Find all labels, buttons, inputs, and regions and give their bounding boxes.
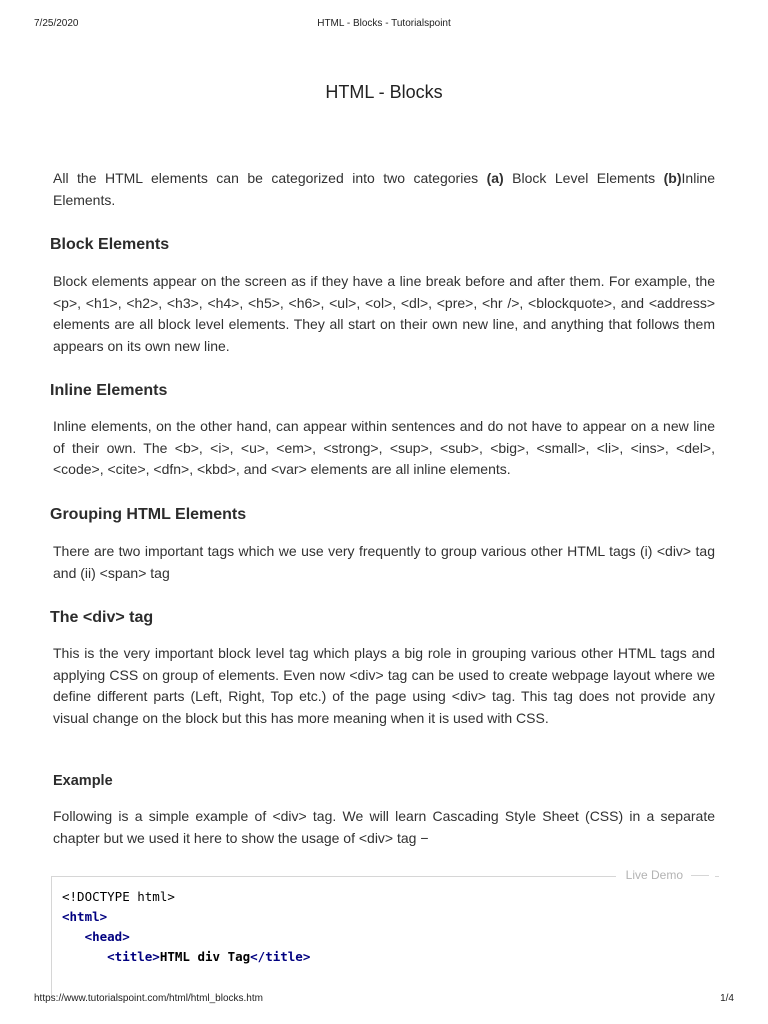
- print-footer-url: https://www.tutorialspoint.com/html/html_blocks.htm: [34, 993, 263, 1004]
- code-title-close-tag: </title>: [250, 949, 311, 964]
- print-page-number: 1/4: [720, 993, 734, 1004]
- print-footer: [0, 993, 768, 1007]
- grouping-paragraph: There are two important tags which we use very frequently to group various other HTML tags (i) <div> tag and (ii) <span> tag: [53, 543, 715, 581]
- heading-block-elements: Block Elements: [50, 236, 170, 253]
- code-indent: [62, 949, 107, 964]
- intro-text-1: All the HTML elements can be categorized into two categories: [53, 170, 487, 186]
- live-demo-link[interactable]: Live Demo: [616, 868, 715, 882]
- heading-grouping: Grouping HTML Elements: [50, 506, 247, 523]
- heading-inline-elements: Inline Elements: [50, 382, 168, 399]
- div-tag-section: [53, 643, 715, 729]
- code-line-doctype: <!DOCTYPE html>: [62, 889, 175, 904]
- inline-elements-section: [53, 416, 715, 481]
- code-line-title: [62, 947, 719, 967]
- heading-example: Example: [53, 773, 113, 789]
- example-paragraph: Following is a simple example of <div> tag. We will learn Cascading Style Sheet (CSS) in a separate chapter but we used it here to show the usage of <div> tag −: [53, 808, 715, 846]
- intro-label-a: (a): [486, 170, 504, 186]
- code-line-head: [62, 927, 719, 947]
- intro-paragraph: [53, 168, 715, 211]
- print-date: 7/25/2020: [34, 18, 79, 29]
- block-elements-section: [53, 271, 715, 357]
- intro-text-2: Block Level Elements: [503, 170, 664, 186]
- code-block: [52, 877, 719, 967]
- div-tag-paragraph: This is the very important block level tag which plays a big role in grouping various other HTML tags and applying CSS on group of elements. Even now <div> tag can be used to create webpage layout where we define different parts (Left, Right, Top etc.) of the page using <div> tag. This tag does not provide any visual change on the block but this has more meaning when it is used with CSS.: [53, 645, 715, 726]
- code-line-html: <html>: [62, 909, 108, 924]
- intro-text-3: Inline Elements.: [53, 170, 715, 208]
- print-doc-title: HTML - Blocks - Tutorialspoint: [317, 18, 451, 29]
- print-header: [0, 18, 768, 32]
- inline-elements-paragraph: Inline elements, on the other hand, can appear within sentences and do not have to appear on a new line of their own. The <b>, <i>, <u>, <em>, <strong>, <sup>, <sub>, <big>, <small>, <li>, <ins>, <del>, <code>, <cite>, <dfn>, <kbd>, and <var> elements are all inline elements.: [53, 418, 715, 477]
- code-head-tag: <head>: [84, 929, 130, 944]
- code-example-box: [51, 868, 719, 997]
- block-elements-paragraph: Block elements appear on the screen as if they have a line break before and after them. For example, the <p>, <h1>, <h2>, <h3>, <h4>, <h5>, <h6>, <ul>, <ol>, <dl>, <pre>, <hr />, <blockquote>, and <address> elements are all block level elements. They all start on their own new line, and anything that follows them appears on its own new line.: [53, 273, 715, 354]
- code-title-open-tag: <title>: [107, 949, 160, 964]
- page-title: HTML - Blocks: [325, 82, 443, 102]
- code-indent: [62, 929, 85, 944]
- intro-label-b: (b): [663, 170, 682, 186]
- heading-div-tag: The <div> tag: [50, 609, 154, 626]
- example-section: [53, 806, 715, 849]
- code-title-text: HTML div Tag: [159, 949, 251, 964]
- grouping-section: [53, 541, 715, 584]
